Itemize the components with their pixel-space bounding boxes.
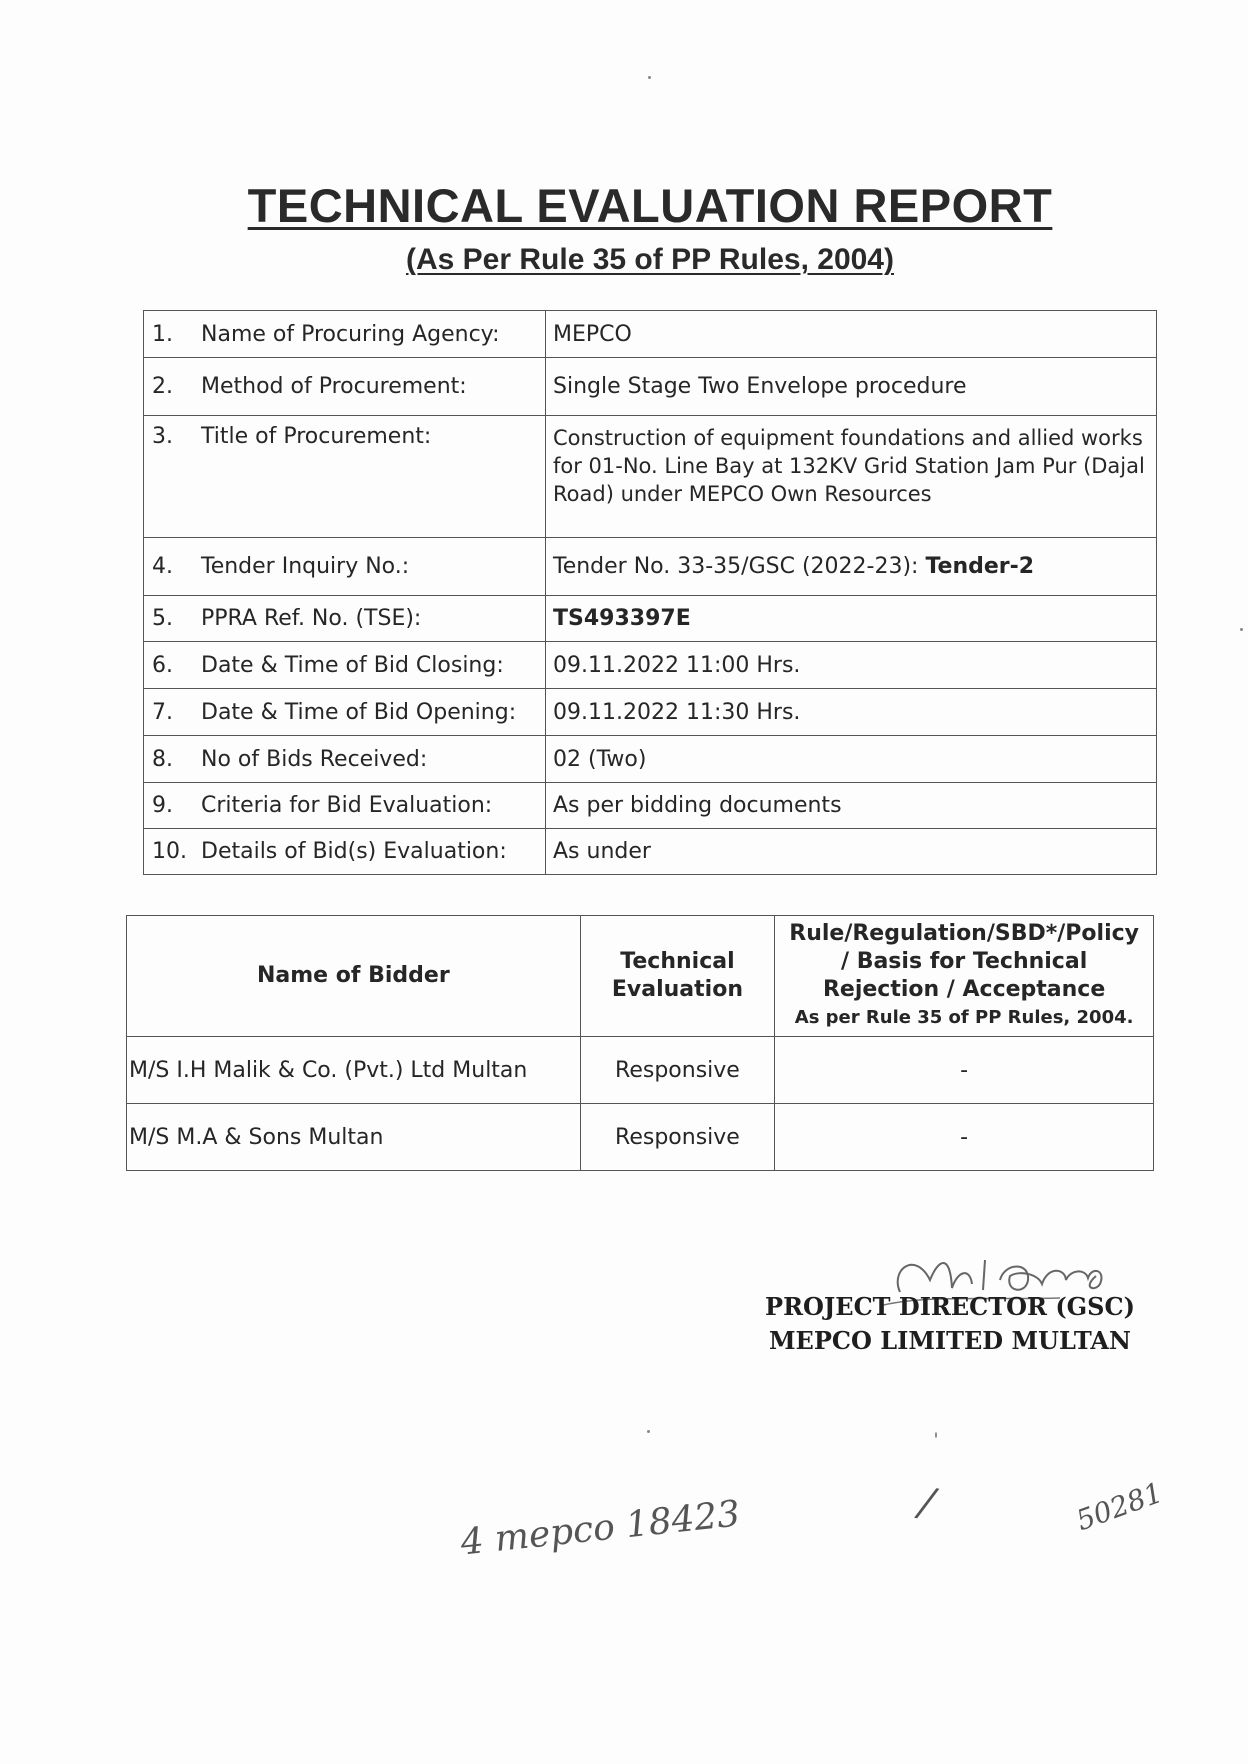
bid-table-header (127, 916, 1154, 1037)
info-row (144, 416, 1157, 538)
rejection-basis: - (775, 1037, 1154, 1104)
handwritten-number: 50281 (1072, 1475, 1168, 1538)
handwritten-mark: / (916, 1479, 938, 1527)
table-row (127, 1104, 1154, 1171)
row-number: 8. (144, 736, 188, 783)
info-row (144, 538, 1157, 596)
bid-evaluation-table (126, 915, 1154, 1171)
row-label: Criteria for Bid Evaluation: (187, 783, 546, 829)
info-row (144, 596, 1157, 642)
row-value: 09.11.2022 11:00 Hrs. (546, 642, 1157, 689)
info-row (144, 689, 1157, 736)
tender-number-bold: Tender-2 (925, 554, 1035, 579)
header-rule (775, 916, 1154, 1037)
row-label: Name of Procuring Agency: (187, 311, 546, 358)
row-value: MEPCO (546, 311, 1157, 358)
bidder-name: M/S M.A & Sons Multan (127, 1104, 581, 1171)
technical-evaluation: Responsive (580, 1037, 775, 1104)
row-value: Construction of equipment foundations and allied works for 01-No. Line Bay at 132KV Grid Station Jam Pur (Dajal Road) under MEPCO Own Resources (546, 416, 1157, 538)
row-value: As per bidding documents (546, 783, 1157, 829)
header-technical: Technical Evaluation (580, 916, 775, 1037)
row-label: Tender Inquiry No.: (187, 538, 546, 596)
scan-speck (647, 1430, 650, 1433)
row-label: Date & Time of Bid Opening: (187, 689, 546, 736)
row-label: Date & Time of Bid Closing: (187, 642, 546, 689)
row-value: Single Stage Two Envelope procedure (546, 358, 1157, 416)
scan-speck (1240, 628, 1243, 631)
header-bidder: Name of Bidder (127, 916, 581, 1037)
info-row (144, 311, 1157, 358)
info-row (144, 829, 1157, 875)
row-value: 09.11.2022 11:30 Hrs. (546, 689, 1157, 736)
row-number: 9. (144, 783, 188, 829)
procurement-info-table (143, 310, 1157, 875)
report-title: TECHNICAL EVALUATION REPORT (247, 179, 1053, 232)
row-label: PPRA Ref. No. (TSE): (187, 596, 546, 642)
header-rule-main: Rule/Regulation/SBD*/Policy / Basis for Technical Rejection / Acceptance (789, 921, 1139, 1002)
row-number: 10. (144, 829, 188, 875)
signatory-organization: MEPCO LIMITED MULTAN (768, 1326, 1131, 1355)
row-label: Title of Procurement: (187, 416, 546, 538)
report-subtitle: (As Per Rule 35 of PP Rules, 2004) (406, 243, 894, 276)
row-number: 1. (144, 311, 188, 358)
row-value: TS493397E (546, 596, 1157, 642)
info-row (144, 736, 1157, 783)
table-row (127, 1037, 1154, 1104)
row-number: 4. (144, 538, 188, 596)
row-label: Method of Procurement: (187, 358, 546, 416)
row-number: 2. (144, 358, 188, 416)
row-number: 7. (144, 689, 188, 736)
technical-evaluation: Responsive (580, 1104, 775, 1171)
bidder-name: M/S I.H Malik & Co. (Pvt.) Ltd Multan (127, 1037, 581, 1104)
signatory-title: PROJECT DIRECTOR (GSC) (765, 1292, 1135, 1321)
row-number: 5. (144, 596, 188, 642)
row-number: 6. (144, 642, 188, 689)
row-label: No of Bids Received: (187, 736, 546, 783)
header-rule-sub: As per Rule 35 of PP Rules, 2004. (794, 1007, 1134, 1028)
rejection-basis: - (775, 1104, 1154, 1171)
row-label: Details of Bid(s) Evaluation: (187, 829, 546, 875)
row-value: Tender No. 33-35/GSC (2022-23): Tender-2 (546, 538, 1157, 596)
row-value: 02 (Two) (546, 736, 1157, 783)
info-row (144, 358, 1157, 416)
scan-speck (648, 76, 651, 79)
info-row (144, 783, 1157, 829)
handwritten-note: 4 mepco 18423 (458, 1493, 743, 1564)
row-value: As under (546, 829, 1157, 875)
info-row (144, 642, 1157, 689)
scan-speck (935, 1432, 937, 1438)
row-number: 3. (144, 416, 188, 538)
